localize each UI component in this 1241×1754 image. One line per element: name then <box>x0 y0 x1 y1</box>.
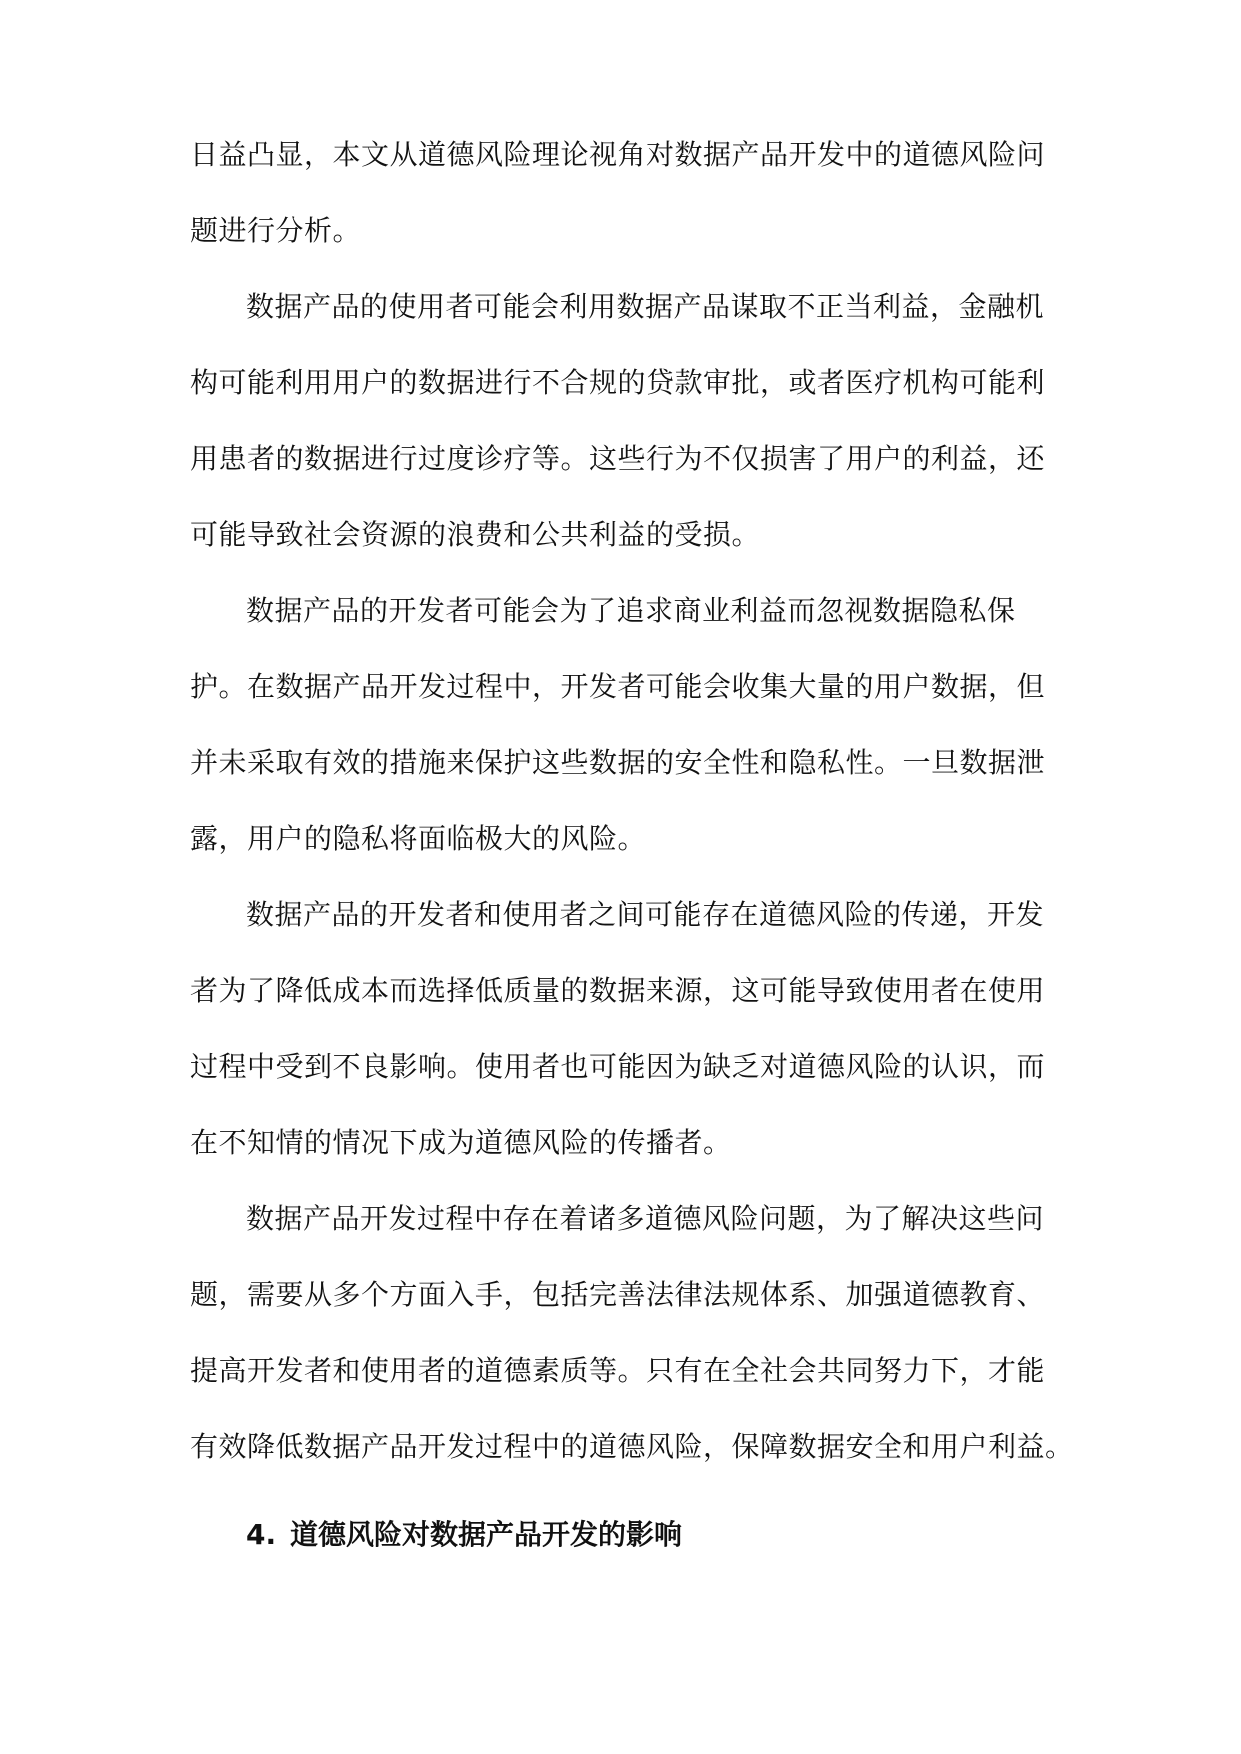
paragraph-1-line-1: 日益凸显，本文从道德风险理论视角对数据产品开发中的道德风险问 <box>190 138 1046 171</box>
section-title: 道德风险对数据产品开发的影响 <box>290 1518 683 1551</box>
paragraph-2-line-3: 用患者的数据进行过度诊疗等。这些行为不仅损害了用户的利益，还 <box>190 442 1046 475</box>
paragraph-4-line-3: 过程中受到不良影响。使用者也可能因为缺乏对道德风险的认识，而 <box>190 1050 1046 1083</box>
paragraph-3-line-1: 数据产品的开发者可能会为了追求商业利益而忽视数据隐私保 <box>246 594 1016 627</box>
section-heading <box>246 1515 682 1555</box>
paragraph-1-line-2: 题进行分析。 <box>190 214 362 247</box>
section-number: 4. <box>246 1518 277 1551</box>
paragraph-3-line-4: 露，用户的隐私将面临极大的风险。 <box>190 822 647 855</box>
paragraph-5-line-2: 题，需要从多个方面入手，包括完善法律法规体系、加强道德教育、 <box>190 1278 1046 1311</box>
paragraph-2-line-4: 可能导致社会资源的浪费和公共利益的受损。 <box>190 518 761 551</box>
paragraph-3-line-3: 并未采取有效的措施来保护这些数据的安全性和隐私性。一旦数据泄 <box>190 746 1046 779</box>
paragraph-2-line-2: 构可能利用用户的数据进行不合规的贷款审批，或者医疗机构可能利 <box>190 366 1046 399</box>
paragraph-2-line-1: 数据产品的使用者可能会利用数据产品谋取不正当利益，金融机 <box>246 290 1045 323</box>
paragraph-5-line-3: 提高开发者和使用者的道德素质等。只有在全社会共同努力下，才能 <box>190 1354 1046 1387</box>
paragraph-4-line-1: 数据产品的开发者和使用者之间可能存在道德风险的传递，开发 <box>246 898 1045 931</box>
paragraph-4-line-4: 在不知情的情况下成为道德风险的传播者。 <box>190 1126 732 1159</box>
paragraph-3-line-2: 护。在数据产品开发过程中，开发者可能会收集大量的用户数据，但 <box>190 670 1046 703</box>
paragraph-4-line-2: 者为了降低成本而选择低质量的数据来源，这可能导致使用者在使用 <box>190 974 1046 1007</box>
paragraph-5-line-4: 有效降低数据产品开发过程中的道德风险，保障数据安全和用户利益。 <box>190 1430 1074 1463</box>
paragraph-5-line-1: 数据产品开发过程中存在着诸多道德风险问题，为了解决这些问 <box>246 1202 1045 1235</box>
